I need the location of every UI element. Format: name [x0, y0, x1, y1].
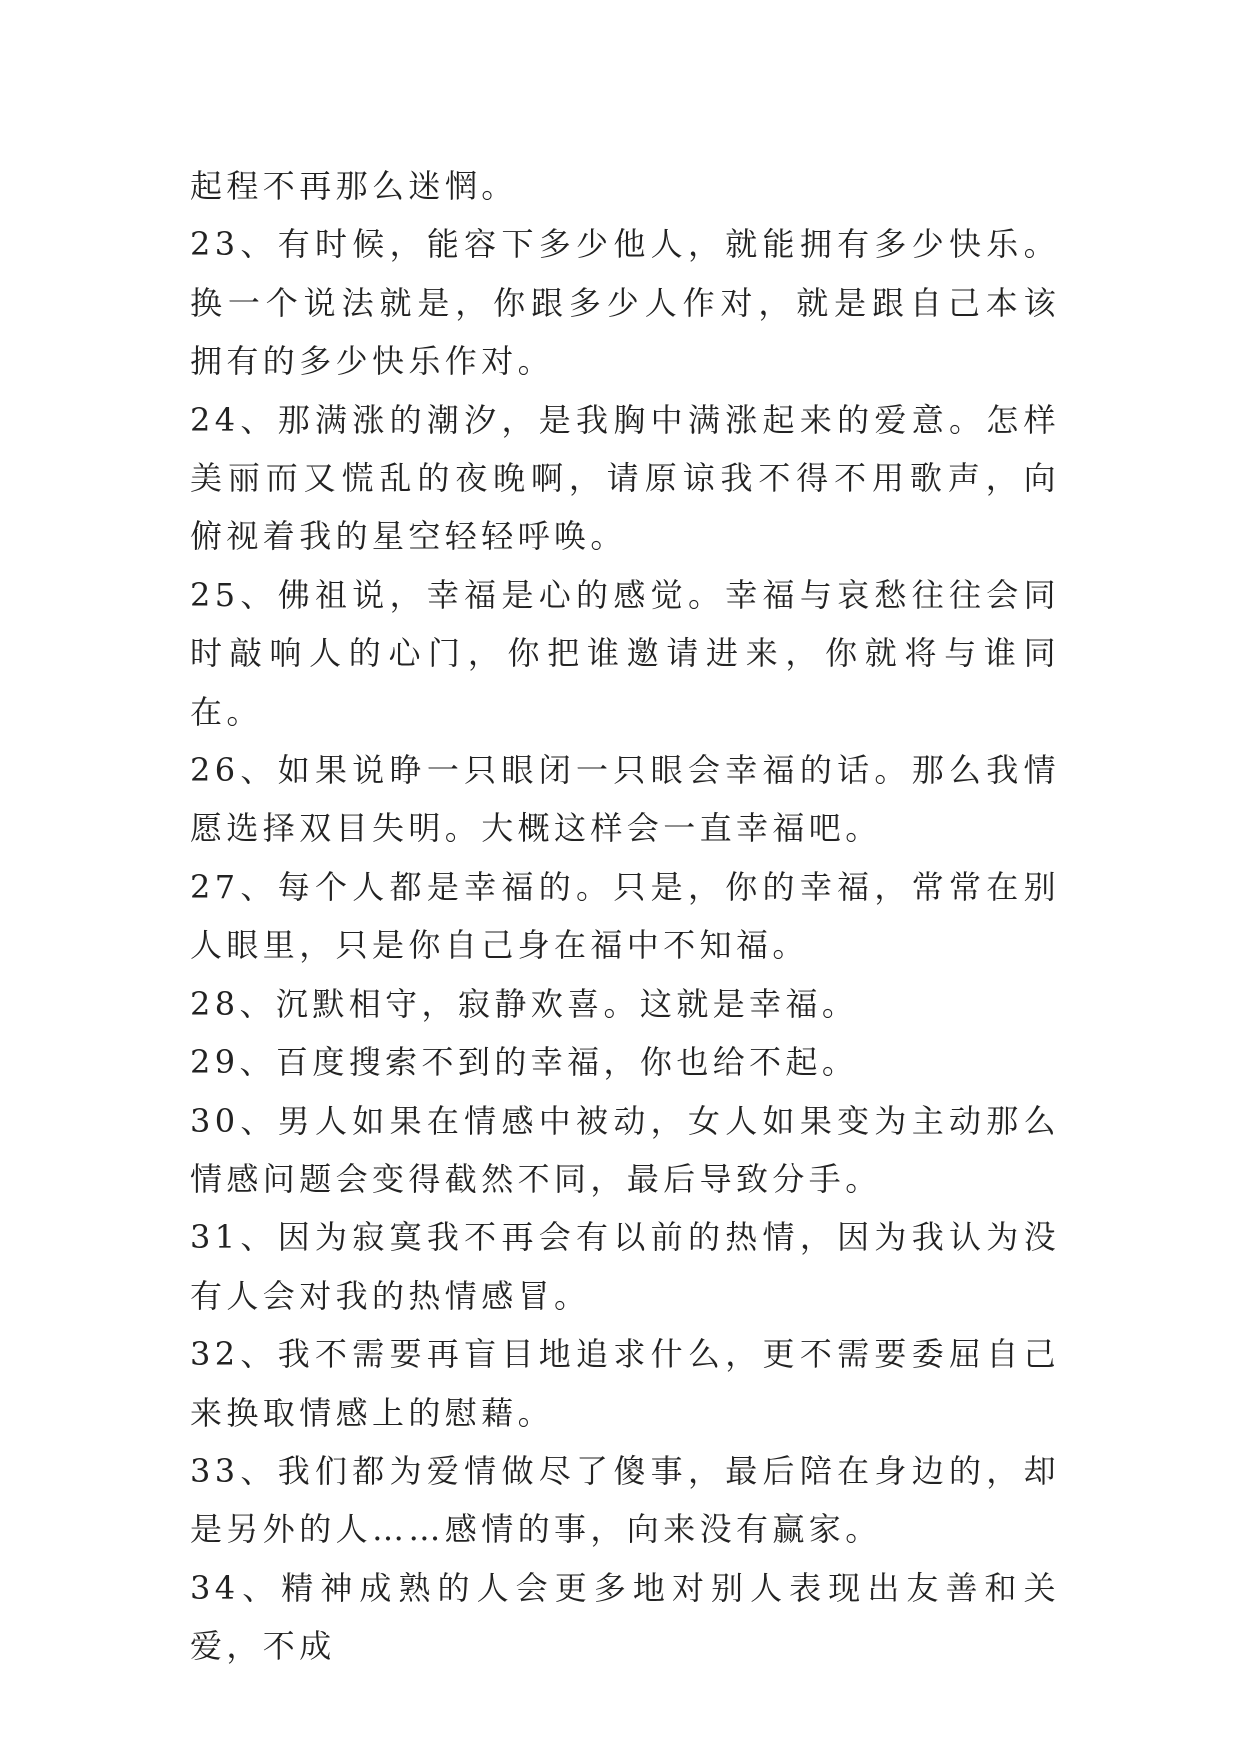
- paragraph: 34、精神成熟的人会更多地对别人表现出友善和关爱，不成: [190, 1568, 1060, 1666]
- paragraph: 32、我不需要再盲目地追求什么，更不需要委屈自己来换取情感上的慰藉。: [190, 1335, 1060, 1432]
- paragraph: 26、如果说睁一只眼闭一只眼会幸福的话。那么我情愿选择双目失明。大概这样会一直幸福吧。: [190, 751, 1060, 848]
- paragraph: 31、因为寂寞我不再会有以前的热情，因为我认为没有人会对我的热情感冒。: [190, 1218, 1060, 1315]
- paragraph: 24、那满涨的潮汐，是我胸中满涨起来的爱意。怎样美丽而又慌乱的夜晚啊，请原谅我不得不用歌声，向俯视着我的星空轻轻呼唤。: [190, 400, 1060, 556]
- paragraph: 23、有时候，能容下多少他人，就能拥有多少快乐。换一个说法就是，你跟多少人作对，就是跟自己本该拥有的多少快乐作对。: [190, 225, 1060, 381]
- paragraph: 28、沉默相守，寂静欢喜。这就是幸福。: [190, 984, 859, 1023]
- paragraph: 27、每个人都是幸福的。只是，你的幸福，常常在别人眼里，只是你自己身在福中不知福。: [190, 867, 1060, 965]
- paragraph: 25、佛祖说，幸福是心的感觉。幸福与哀愁往往会同时敲响人的心门，你把谁邀请进来，你就将与谁同在。: [190, 575, 1060, 731]
- document-body: [190, 157, 1060, 1676]
- paragraph: 29、百度搜索不到的幸福，你也给不起。: [190, 1043, 859, 1082]
- paragraph: 33、我们都为爱情做尽了傻事，最后陪在身边的，却是另外的人……感情的事，向来没有赢家。: [190, 1451, 1060, 1549]
- paragraph: 起程不再那么迷惘。: [190, 167, 518, 205]
- paragraph: 30、男人如果在情感中被动，女人如果变为主动那么情感问题会变得截然不同，最后导致分手。: [190, 1101, 1060, 1198]
